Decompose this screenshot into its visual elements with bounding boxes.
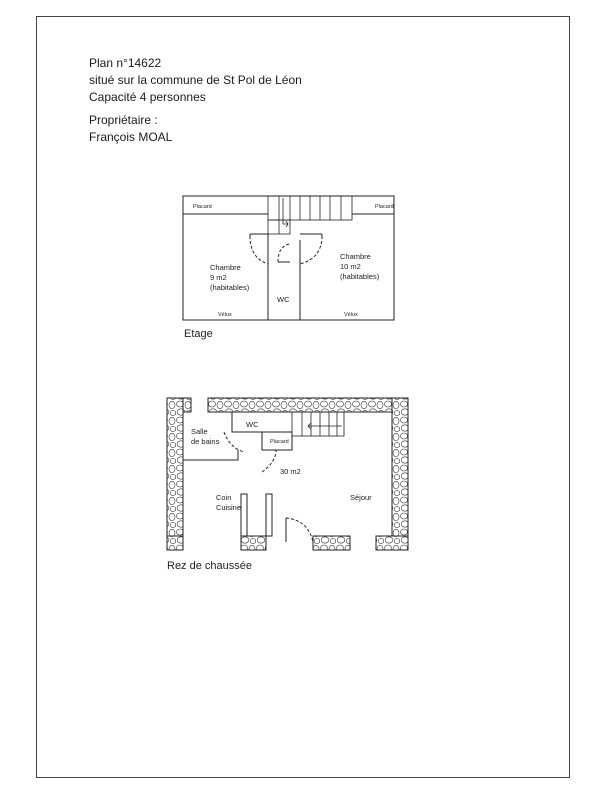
plan-location: situé sur la commune de St Pol de Léon [89, 73, 302, 87]
rdc-kitchen-line1: Coin [216, 493, 232, 502]
rdc-bath-door-swing [224, 432, 244, 452]
rdc-kitchen-wall-right [266, 494, 272, 536]
rdc-bath-wall [183, 450, 238, 460]
plan-capacity: Capacité 4 personnes [89, 90, 206, 104]
etage-caption: Etage [184, 328, 213, 340]
etage-placard-left: Placard [193, 204, 212, 210]
etage-staircase [268, 196, 352, 234]
etage-placard-right: Placard [375, 204, 394, 210]
etage-wc-door-swing [278, 244, 290, 262]
etage-wc: WC [277, 295, 290, 304]
rdc-area: 30 m2 [280, 467, 301, 476]
rdc-sejour: Séjour [350, 493, 372, 502]
plan-number: Plan n°14622 [89, 56, 162, 70]
owner-label: Propriétaire : [89, 113, 158, 127]
etage-velux-left: Vélux [218, 312, 232, 318]
rdc-wc-wall [232, 412, 262, 450]
rdc-placard-door-swing [262, 450, 276, 472]
rdc-wc: WC [246, 420, 259, 429]
etage-chambre-left-area: 9 m2 [210, 273, 227, 282]
etage-chambre-right-area: 10 m2 [340, 262, 361, 271]
rdc-kitchen-wall-left [241, 494, 247, 536]
etage-door-right-swing [300, 236, 322, 264]
etage-velux-right: Vélux [344, 312, 358, 318]
owner-name: François MOAL [89, 130, 173, 144]
rdc-caption: Rez de chaussée [167, 560, 252, 572]
etage-chambre-left-name: Chambre [210, 263, 241, 272]
rdc-entry-door-swing [286, 518, 313, 542]
etage-chambre-right-note: (habitables) [340, 272, 380, 281]
rdc-bath-line2: de bains [191, 437, 220, 446]
etage-chambre-left-note: (habitables) [210, 283, 250, 292]
rdc-bath-line1: Salle [191, 427, 208, 436]
rdc-kitchen-line2: Cuisine [216, 503, 242, 512]
rdc-placard: Placard [270, 439, 289, 445]
etage-chambre-right-name: Chambre [340, 252, 371, 261]
etage-door-left-swing [250, 236, 268, 264]
rdc-staircase [292, 412, 344, 436]
